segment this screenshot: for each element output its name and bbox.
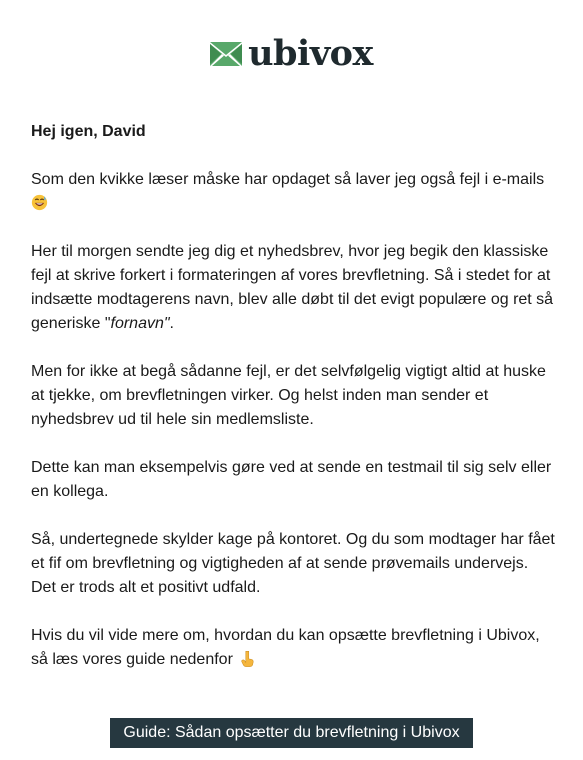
paragraph-6-text: Hvis du vil vide mere om, hvordan du kan opsætte brevfletning i Ubivox, så læs vores guide nedenfor xyxy=(31,627,540,668)
pointing-down-emoji-icon xyxy=(239,650,256,667)
paragraph-6 xyxy=(31,624,556,672)
paragraph-5: Så, undertegnede skylder kage på kontoret. Og du som modtager har fået et fif om brevfletning og vigtigheden af at sende prøvemails undervejs. Det er trods alt et positivt udfald. xyxy=(31,531,555,596)
laughing-sweat-emoji-icon xyxy=(31,194,48,211)
cta-container xyxy=(0,718,583,748)
guide-button[interactable]: Guide: Sådan opsætter du brevfletning i Ubivox xyxy=(110,718,472,748)
paragraph-2-text: Her til morgen sendte jeg dig et nyhedsbrev, hvor jeg begik den klassiske fejl at skrive forkert i formateringen af vores brevfletning. Så i stedet for at indsætte modtagerens navn, blev alle døbt til det evigt populære og ret så generiske " xyxy=(31,243,554,332)
brand-name: ubivox xyxy=(248,33,373,74)
email-body xyxy=(31,120,556,696)
paragraph-1-text: Som den kvikke læser måske har opdaget så laver jeg også fejl i e-mails xyxy=(31,171,545,188)
paragraph-2 xyxy=(31,240,556,336)
paragraph-2-end: . xyxy=(169,315,174,332)
email-header xyxy=(0,33,583,74)
ubivox-logo[interactable] xyxy=(210,33,373,74)
placeholder-word: fornavn" xyxy=(110,315,170,332)
paragraph-1 xyxy=(31,168,556,216)
envelope-logo-icon xyxy=(210,42,242,66)
paragraph-3: Men for ikke at begå sådanne fejl, er det selvfølgelig vigtigt altid at huske at tjekke, om brevfletningen virker. Og helst inden man sender et nyhedsbrev ud til hele sin medlemsliste. xyxy=(31,363,546,428)
paragraph-4: Dette kan man eksempelvis gøre ved at sende en testmail til sig selv eller en kollega. xyxy=(31,459,552,500)
greeting: Hej igen, David xyxy=(31,123,146,140)
